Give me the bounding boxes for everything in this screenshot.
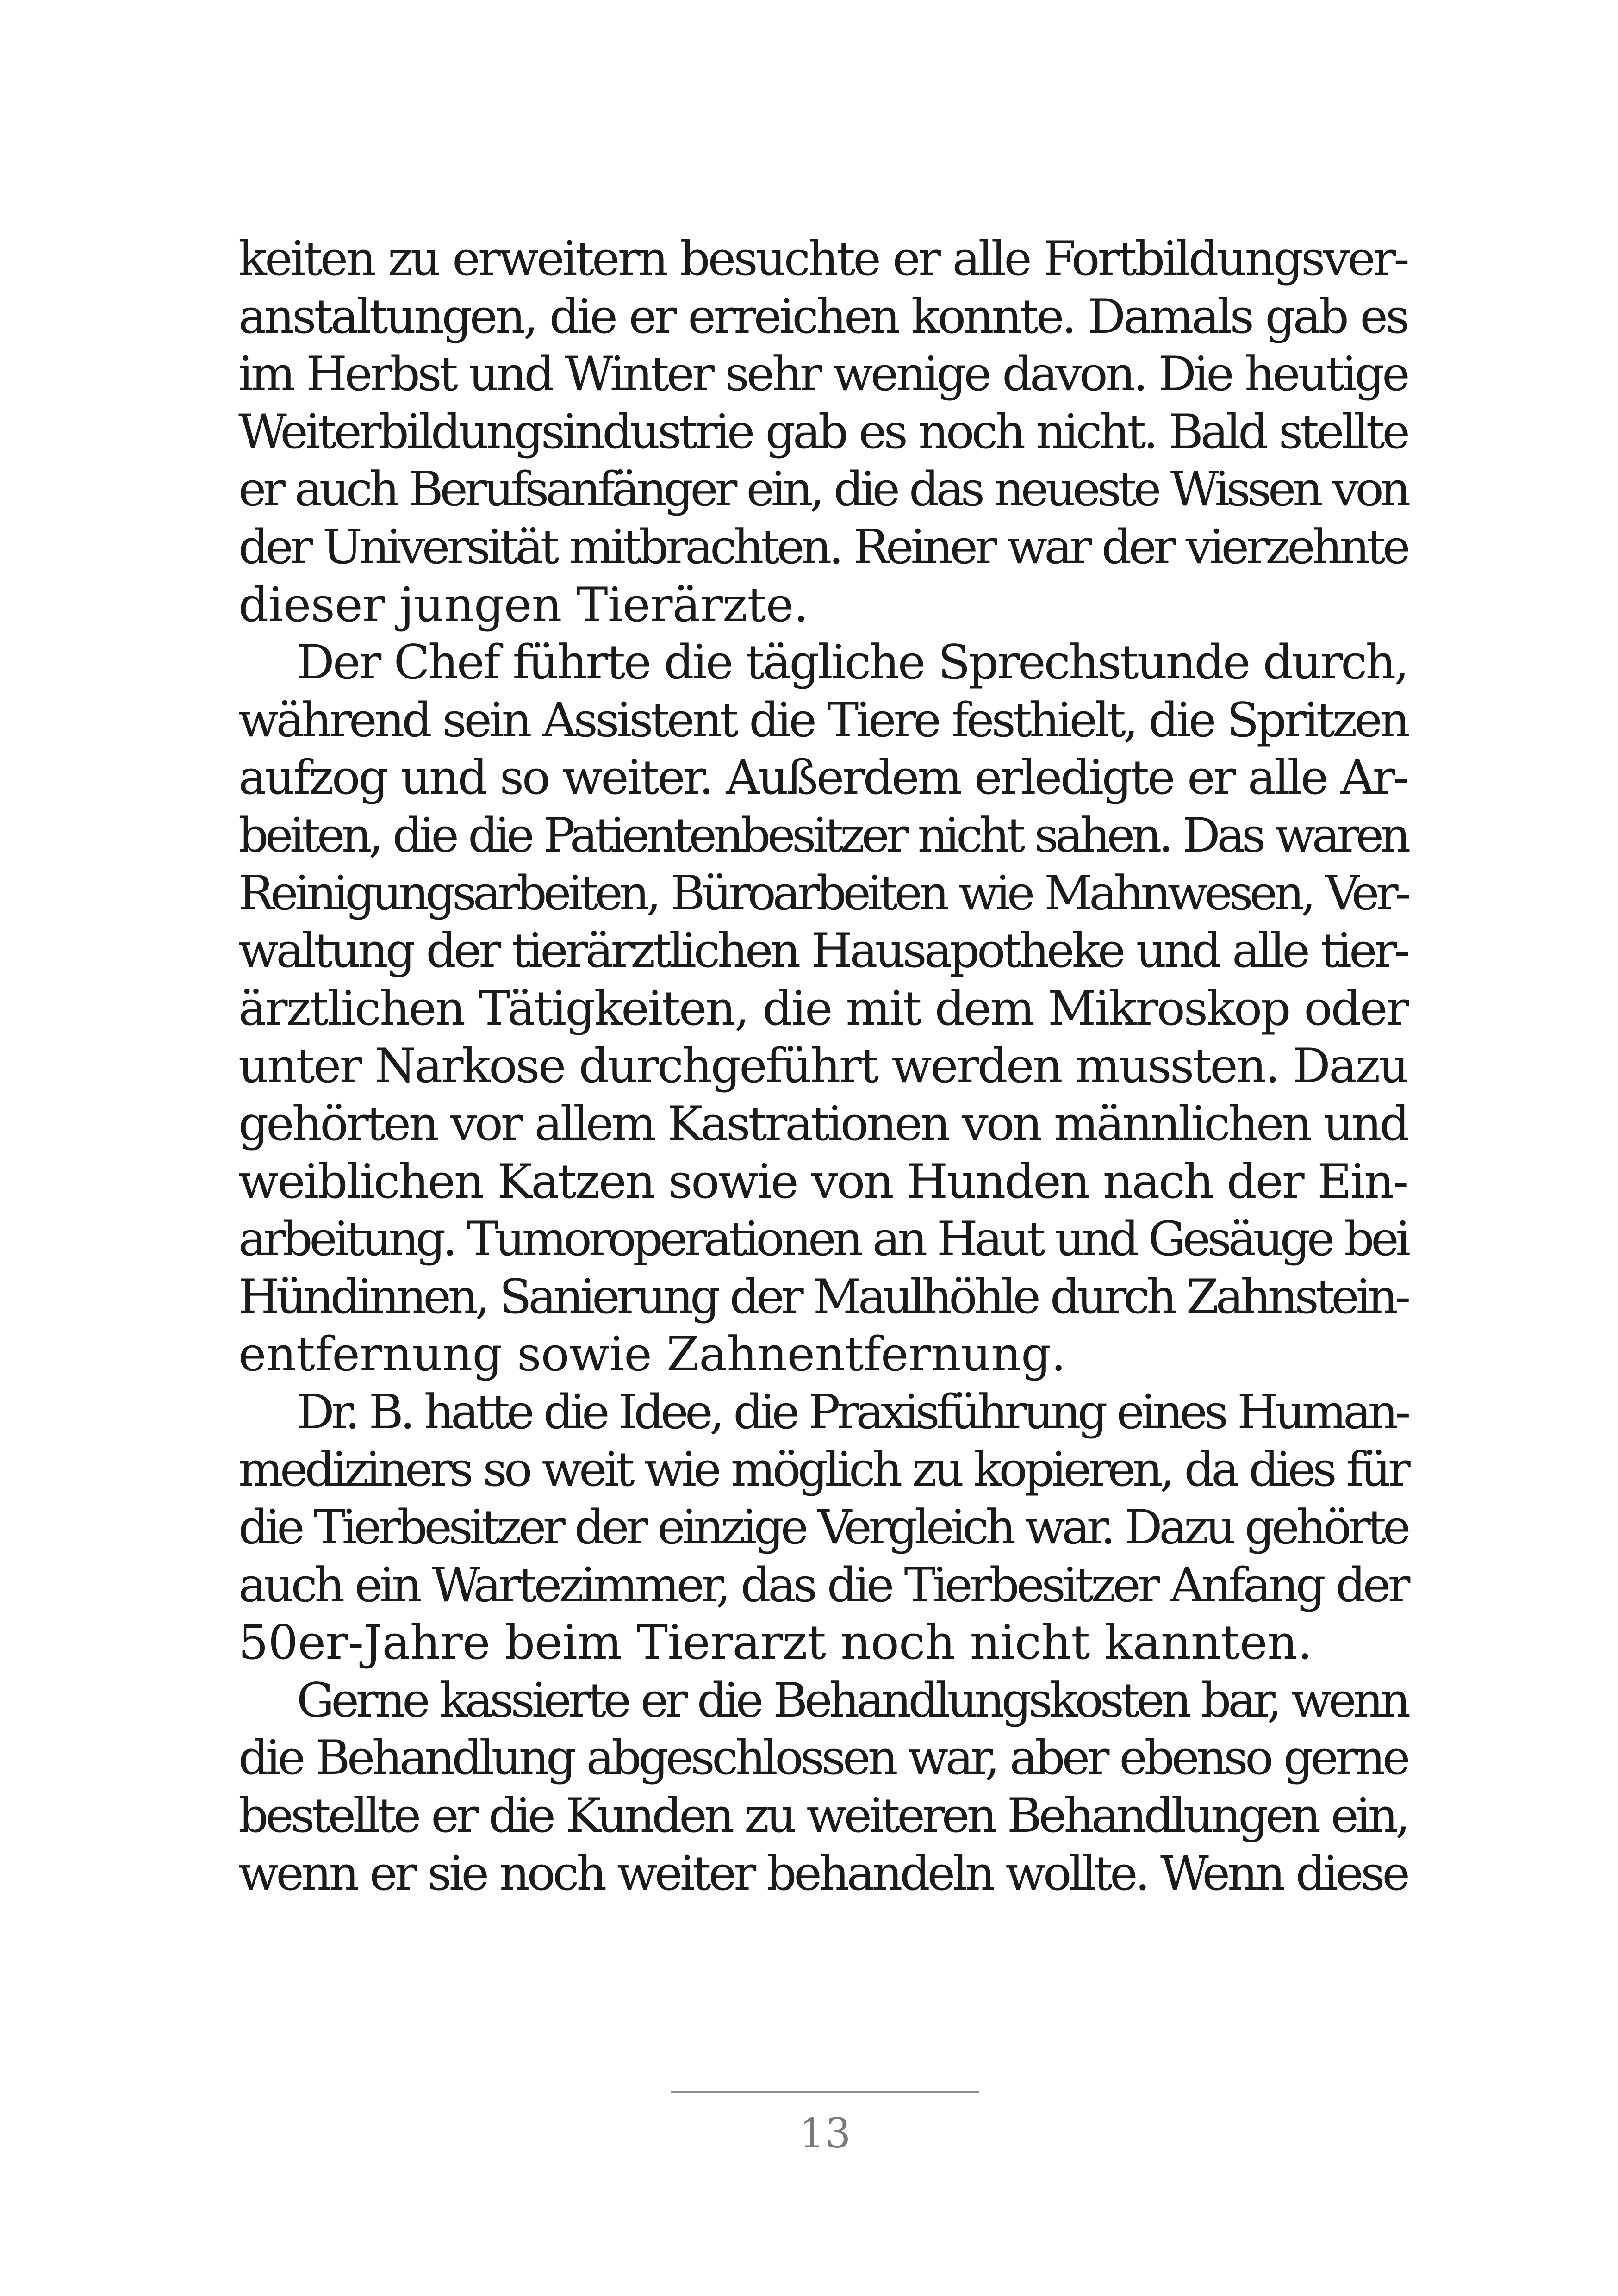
text-line: er auch Berufsanfänger ein, die das neueste Wissen von	[238, 462, 1407, 517]
footer-divider	[671, 2091, 979, 2093]
text-line: die Tierbesitzer der einzige Vergleich war. Dazu gehörte	[238, 1500, 1407, 1556]
text-line: die Behandlung abgeschlossen war, aber ebenso gerne	[238, 1730, 1407, 1786]
text-line: ärztlichen Tätigkeiten, die mit dem Mikroskop oder	[238, 981, 1407, 1036]
text-line: Der Chef führte die tägliche Sprechstunde durch,	[297, 635, 1407, 691]
text-line: dieser jungen Tierärzte.	[238, 577, 809, 633]
text-line: unter Narkose durchgeführt werden mussten. Dazu	[238, 1039, 1407, 1094]
text-line: auch ein Wartezimmer, das die Tierbesitzer Anfang der	[238, 1557, 1407, 1613]
body-text	[238, 230, 1407, 1903]
text-line: Weiterbildungsindustrie gab es noch nicht. Bald stellte	[238, 404, 1407, 460]
text-line: mediziners so weit wie möglich zu kopieren, da dies für	[238, 1442, 1407, 1498]
text-line: keiten zu erweitern besuchte er alle Fortbildungsver-	[238, 231, 1407, 286]
text-line: bestellte er die Kunden zu weiteren Behandlungen ein,	[238, 1788, 1407, 1844]
text-line: beiten, die die Patientenbesitzer nicht sahen. Das waren	[238, 808, 1407, 863]
text-line: im Herbst und Winter sehr wenige davon. Die heutige	[238, 347, 1407, 402]
text-line: wenn er sie noch weiter behandeln wollte. Wenn diese	[238, 1846, 1407, 1901]
page-number: 13	[799, 2109, 851, 2157]
text-line: entfernung sowie Zahnentfernung.	[238, 1327, 1066, 1382]
text-line: gehörten vor allem Kastrationen von männlichen und	[238, 1096, 1407, 1151]
text-line: der Universität mitbrachten. Reiner war der vierzehnte	[238, 519, 1407, 575]
text-line: aufzog und so weiter. Außerdem erledigte er alle Ar-	[238, 750, 1407, 806]
text-line: während sein Assistent die Tiere festhielt, die Spritzen	[238, 692, 1407, 748]
text-line: Reinigungsarbeiten, Büroarbeiten wie Mahnwesen, Ver-	[238, 865, 1407, 921]
text-line: waltung der tierärztlichen Hausapotheke und alle tier-	[238, 923, 1407, 979]
text-line: weiblichen Katzen sowie von Hunden nach der Ein-	[238, 1154, 1407, 1209]
text-line: arbeitung. Tumoroperationen an Haut und Gesäuge bei	[238, 1212, 1407, 1267]
text-line: 50er-Jahre beim Tierarzt noch nicht kannten.	[238, 1615, 1313, 1671]
text-line: anstaltungen, die er erreichen konnte. Damals gab es	[238, 289, 1407, 344]
text-line: Gerne kassierte er die Behandlungskosten bar, wenn	[297, 1673, 1407, 1728]
text-line: Dr. B. hatte die Idee, die Praxisführung eines Human-	[297, 1384, 1407, 1440]
text-line: Hündinnen, Sanierung der Maulhöhle durch Zahnstein-	[238, 1269, 1407, 1325]
